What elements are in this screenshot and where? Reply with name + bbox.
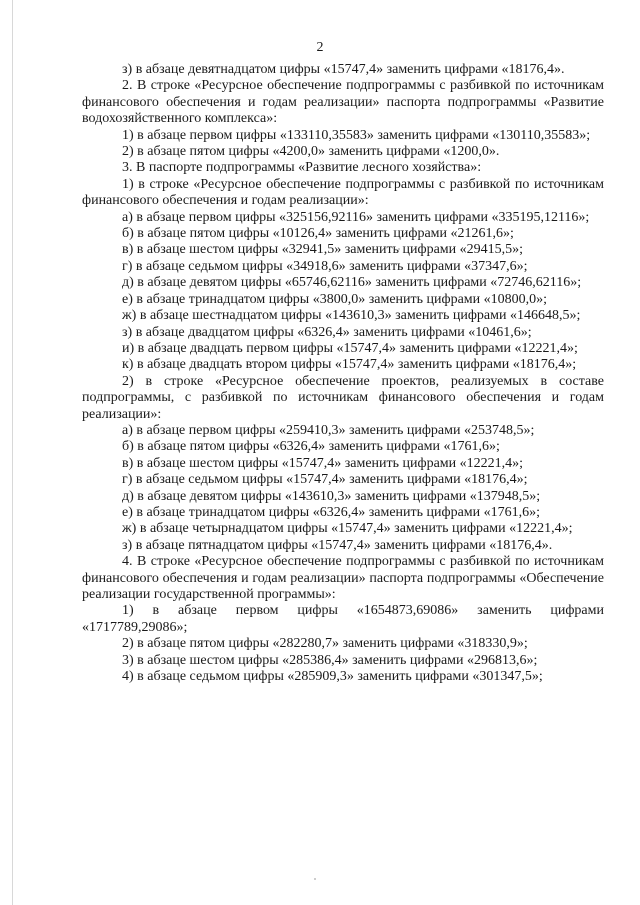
- paragraph: д) в абзаце девятом цифры «65746,62116» заменить цифрами «72746,62116»;: [122, 275, 582, 291]
- paragraph: 2) в строке «Ресурсное обеспечение проектов, реализуемых в составе подпрограммы, с разбивкой по источникам финансового обеспечения и годам реализации»:: [82, 373, 604, 422]
- paragraph: а) в абзаце первом цифры «325156,92116» заменить цифрами «335195,12116»;: [122, 209, 590, 225]
- document-body: [82, 62, 604, 685]
- paragraph: в) в абзаце шестом цифры «15747,4» заменить цифрами «12221,4»;: [122, 455, 524, 471]
- paragraph: д) в абзаце девятом цифры «143610,3» заменить цифрами «137948,5»;: [122, 488, 541, 504]
- paragraph: 1) в абзаце первом цифры «1654873,69086» заменить цифрами «1717789,29086»;: [82, 603, 604, 635]
- paragraph: г) в абзаце седьмом цифры «34918,6» заменить цифрами «37347,6»;: [122, 258, 528, 274]
- paragraph: з) в абзаце девятнадцатом цифры «15747,4» заменить цифрами «18176,4».: [122, 62, 565, 77]
- paragraph: з) в абзаце пятнадцатом цифры «15747,4» заменить цифрами «18176,4».: [122, 537, 553, 553]
- paragraph: г) в абзаце седьмом цифры «15747,4» заменить цифрами «18176,4»;: [122, 472, 528, 488]
- paragraph: б) в абзаце пятом цифры «10126,4» заменить цифрами «21261,6»;: [122, 226, 514, 242]
- paragraph: 1) в строке «Ресурсное обеспечение подпрограммы с разбивкой по источникам финансового обеспечения и годам реализации»:: [82, 176, 604, 209]
- paragraph: и) в абзаце двадцать первом цифры «15747,4» заменить цифрами «12221,4»;: [122, 340, 578, 356]
- paragraph: е) в абзаце тринадцатом цифры «3800,0» заменить цифрами «10800,0»;: [122, 291, 548, 307]
- paragraph: а) в абзаце первом цифры «259410,3» заменить цифрами «253748,5»;: [122, 422, 535, 438]
- paragraph: 4. В строке «Ресурсное обеспечение подпрограммы с разбивкой по источникам финансового обеспечения и годам реализации» паспорта подпрограммы «Обеспечение реализации государственной программы»:: [82, 554, 604, 602]
- paragraph: в) в абзаце шестом цифры «32941,5» заменить цифрами «29415,5»;: [122, 242, 524, 258]
- paragraph: б) в абзаце пятом цифры «6326,4» заменить цифрами «1761,6»;: [122, 439, 500, 455]
- paragraph: ж) в абзаце шестнадцатом цифры «143610,3» заменить цифрами «146648,5»;: [122, 308, 581, 324]
- paragraph: 1) в абзаце первом цифры «133110,35583» заменить цифрами «130110,35583»;: [122, 127, 591, 143]
- scan-speck: [314, 878, 316, 880]
- paragraph: е) в абзаце тринадцатом цифры «6326,4» заменить цифрами «1761,6»;: [122, 504, 541, 520]
- page-number: 2: [316, 40, 324, 55]
- scan-edge-line: [12, 0, 13, 905]
- paragraph: 2) в абзаце пятом цифры «282280,7» заменить цифрами «318330,9»;: [122, 636, 528, 652]
- paragraph: з) в абзаце двадцатом цифры «6326,4» заменить цифрами «10461,6»;: [122, 324, 532, 340]
- paragraph: 4) в абзаце седьмом цифры «285909,3» заменить цифрами «301347,5»;: [122, 669, 543, 685]
- paragraph: 3. В паспорте подпрограммы «Развитие лесного хозяйства»:: [122, 160, 482, 176]
- paragraph: 2. В строке «Ресурсное обеспечение подпрограммы с разбивкой по источникам финансового обеспечения и годам реализации» паспорта подпрограммы «Развитие водохозяйственного комплекса»:: [82, 78, 604, 127]
- paragraph: к) в абзаце двадцать втором цифры «15747,4» заменить цифрами «18176,4»;: [122, 357, 577, 373]
- paragraph: 2) в абзаце пятом цифры «4200,0» заменить цифрами «1200,0».: [122, 144, 500, 160]
- paragraph: 3) в абзаце шестом цифры «285386,4» заменить цифрами «296813,6»;: [122, 652, 538, 668]
- paragraph: ж) в абзаце четырнадцатом цифры «15747,4» заменить цифрами «12221,4»;: [122, 521, 573, 537]
